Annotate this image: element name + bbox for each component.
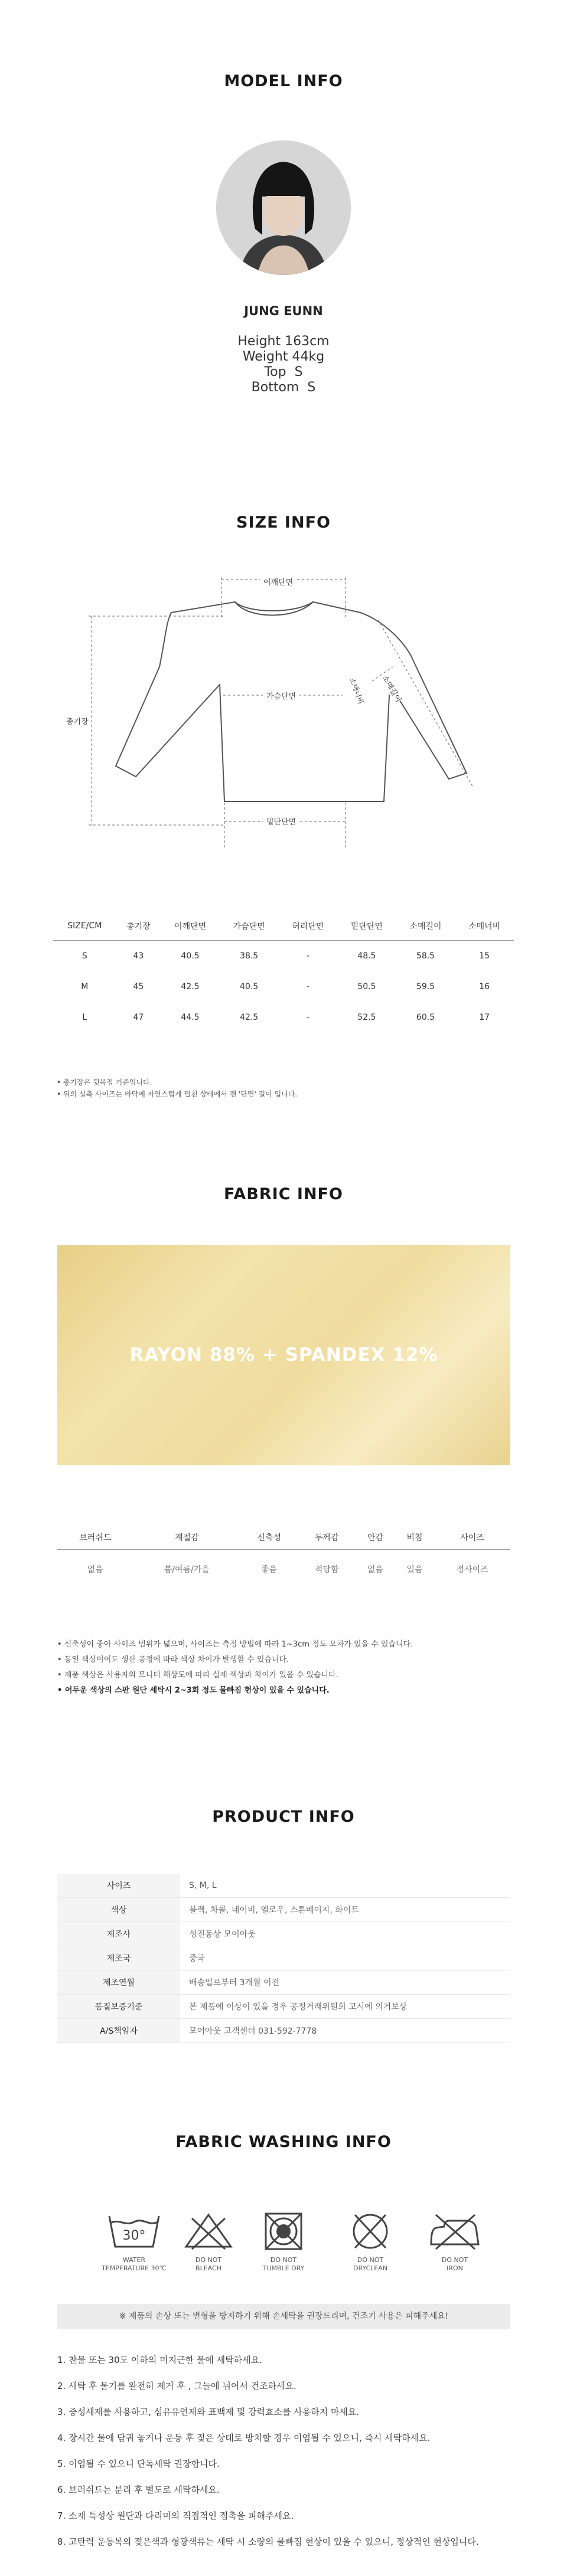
size-info-title: SIZE INFO xyxy=(236,513,331,532)
size-col-header: 허리단면 xyxy=(278,912,337,941)
wash-label-4a: DO NOT xyxy=(357,2256,384,2264)
model-top-size: Top S xyxy=(264,365,303,379)
do-not-dryclean-icon xyxy=(329,2210,412,2273)
size-col-header: 소매길이 xyxy=(396,912,455,941)
model-weight: Weight 44kg xyxy=(242,349,325,364)
wash-label-3b: TUMBLE DRY xyxy=(262,2264,305,2272)
wash-label-4b: DRYCLEAN xyxy=(353,2264,388,2272)
size-cell: - xyxy=(306,982,309,991)
fabric-cell: 없음 xyxy=(367,1565,383,1575)
size-cell: 45 xyxy=(133,982,144,991)
wash-label-1a: WATER xyxy=(122,2256,146,2264)
size-cell: 58.5 xyxy=(416,951,435,961)
size-cell: 60.5 xyxy=(416,1013,435,1022)
model-height: Height 163cm xyxy=(237,334,330,349)
size-note-2: • 위의 실측 사이즈는 바닥에 자연스럽게 펼친 상태에서 잰 '단면' 길이 입니다. xyxy=(57,1090,298,1098)
product-info-row xyxy=(57,1946,510,1971)
size-cell: - xyxy=(306,1013,309,1022)
label-sleeve-length: 소매길이 xyxy=(380,673,405,704)
size-cell: 42.5 xyxy=(181,982,200,991)
size-table-header xyxy=(53,912,514,941)
size-col-header: SIZE/CM xyxy=(53,912,116,941)
fabric-cell: 정사이즈 xyxy=(456,1565,488,1575)
size-cell: 40.5 xyxy=(240,982,259,991)
washing-instruction-item: 5. 이염될 수 있으니 단독세탁 권장합니다. xyxy=(57,2459,220,2469)
washing-instruction-item: 1. 찬물 또는 30도 이하의 미지근한 물에 세탁하세요. xyxy=(57,2355,262,2365)
size-cell: 16 xyxy=(479,982,490,991)
fabric-note-1: • 신축성이 좋아 사이즈 범위가 넓으며, 사이즈는 측정 방법에 따라 1~3cm 정도 오차가 있을 수 있습니다. xyxy=(57,1640,413,1649)
size-row xyxy=(53,1002,514,1033)
fabric-table xyxy=(57,1526,510,1589)
product-info-key: 제조연월 xyxy=(57,1971,180,1995)
size-cell: 52.5 xyxy=(357,1013,376,1022)
size-cell: - xyxy=(306,951,309,961)
fabric-note-3: • 제품 색상은 사용자의 모니터 해상도에 따라 실제 색상과 차이가 있을 수 있습니다. xyxy=(57,1671,338,1680)
size-cell: 43 xyxy=(133,951,144,961)
product-info-value: 본 제품에 이상이 있을 경우 공정거래위원회 고시에 의거보상 xyxy=(180,1995,510,2019)
fabric-cell: 있음 xyxy=(406,1565,423,1575)
fabric-col-header: 안감 xyxy=(356,1526,395,1550)
wash-label-1b: TEMPERATURE 30℃ xyxy=(102,2264,167,2272)
fabric-table-values xyxy=(57,1550,510,1589)
product-info-key: 품질보증기준 xyxy=(57,1995,180,2019)
do-not-iron-icon xyxy=(413,2210,496,2273)
product-info-key: 제조국 xyxy=(57,1946,180,1971)
washing-instruction-item: 3. 중성세제를 사용하고, 섬유유연제와 표백제 및 강력효소를 사용하지 마세요. xyxy=(57,2407,360,2417)
product-info-key: 제조사 xyxy=(57,1922,180,1946)
size-cell: 40.5 xyxy=(181,951,200,961)
size-diagram xyxy=(0,567,567,873)
product-info-row xyxy=(57,1898,510,1922)
model-name: JUNG EUNN xyxy=(244,304,323,318)
water-temp-30-icon xyxy=(93,2210,175,2273)
size-col-header: 총기장 xyxy=(116,912,161,941)
size-cell: 38.5 xyxy=(240,951,259,961)
fabric-col-header: 브러쉬드 xyxy=(57,1526,133,1550)
do-not-bleach-icon xyxy=(167,2210,250,2273)
fabric-col-header: 계절감 xyxy=(133,1526,240,1550)
size-cell: M xyxy=(81,982,89,991)
size-col-header: 가슴단면 xyxy=(220,912,279,941)
fabric-composition: RAYON 88% + SPANDEX 12% xyxy=(129,1344,438,1366)
fabric-note-4: • 어두운 색상의 스판 원단 세탁시 2~3회 정도 물빠짐 현상이 있을 수 있습니다. xyxy=(57,1686,330,1695)
washing-instruction-item: 2. 세탁 후 물기를 완전히 제거 후 , 그늘에 뉘어서 건조하세요. xyxy=(57,2381,296,2391)
washing-instruction-item: 7. 소재 특성상 원단과 다리미의 직접적인 접촉을 피해주세요. xyxy=(57,2510,294,2521)
washing-instruction-item: 4. 장시간 물에 담궈 놓거나 운동 후 젖은 상태로 방치할 경우 이염될 수 있으니, 즉시 세탁하세요. xyxy=(57,2433,431,2443)
fabric-cell: 없음 xyxy=(87,1565,103,1575)
product-info-key: A/S책임자 xyxy=(57,2019,180,2043)
product-info-value: 블랙, 차콜, 네이비, 옐로우, 스톤베이지, 화이트 xyxy=(180,1898,510,1922)
wash-label-5a: DO NOT xyxy=(441,2256,468,2264)
fabric-table-header xyxy=(57,1526,510,1550)
product-info-key: 색상 xyxy=(57,1898,180,1922)
model-avatar xyxy=(216,140,351,275)
fabric-col-header: 비침 xyxy=(395,1526,435,1550)
product-info-value: 성진동상 모어아웃 xyxy=(180,1922,510,1946)
product-info-title: PRODUCT INFO xyxy=(212,1808,355,1826)
fabric-swatch-image xyxy=(57,1245,510,1465)
wash-temp-text: 30° xyxy=(122,2228,146,2243)
label-hem: 밑단단면 xyxy=(263,816,299,827)
product-info-row xyxy=(57,1874,510,1898)
fabric-col-header: 사이즈 xyxy=(434,1526,510,1550)
size-cell: 44.5 xyxy=(181,1013,200,1022)
product-info-row xyxy=(57,1995,510,2019)
fabric-cell: 봄/여름/가을 xyxy=(164,1565,210,1575)
size-cell: 15 xyxy=(479,951,490,961)
wash-label-5b: IRON xyxy=(447,2264,463,2272)
size-table-body xyxy=(53,941,514,1033)
washing-info-title: FABRIC WASHING INFO xyxy=(175,2133,392,2151)
size-table xyxy=(53,912,514,1033)
label-length: 총기장 xyxy=(66,714,89,728)
product-info-row xyxy=(57,1922,510,1946)
fabric-note-2: • 동일 색상이어도 생산 공정에 따라 색상 차이가 발생할 수 있습니다. xyxy=(57,1655,289,1664)
fabric-info-title: FABRIC INFO xyxy=(224,1185,343,1203)
product-info-value: 모어아웃 고객센터 031-592-7778 xyxy=(180,2019,510,2043)
product-info-row xyxy=(57,2019,510,2043)
product-info-value: 중국 xyxy=(180,1946,510,1971)
product-info-value: 배송일로부터 3개월 이전 xyxy=(180,1971,510,1995)
product-info-table xyxy=(57,1874,510,2043)
size-row xyxy=(53,941,514,972)
fabric-col-header: 두께감 xyxy=(298,1526,356,1550)
size-cell: 47 xyxy=(133,1013,144,1022)
fabric-col-header: 신축성 xyxy=(240,1526,298,1550)
size-cell: 42.5 xyxy=(240,1013,259,1022)
do-not-tumble-dry-icon xyxy=(242,2210,325,2273)
wash-label-2b: BLEACH xyxy=(195,2264,221,2272)
size-cell: 17 xyxy=(479,1013,490,1022)
size-note-1: • 총기장은 뒷목점 기준입니다. xyxy=(57,1078,152,1086)
size-cell: L xyxy=(82,1013,87,1022)
label-chest: 가슴단면 xyxy=(263,690,299,701)
fabric-cell: 적당함 xyxy=(315,1565,339,1575)
size-cell: S xyxy=(82,951,87,961)
size-col-header: 소매너비 xyxy=(455,912,514,941)
washing-instruction-item: 8. 고탄력 운동복의 젖은색과 형광색류는 세탁 시 소량의 물빠짐 현상이 있을 수 있으니, 정상적인 현상입니다. xyxy=(57,2536,479,2547)
wash-label-2a: DO NOT xyxy=(195,2256,222,2264)
model-info-title: MODEL INFO xyxy=(224,72,343,90)
size-cell: 48.5 xyxy=(357,951,376,961)
fabric-cell: 좋음 xyxy=(261,1565,278,1575)
size-col-header: 밑단단면 xyxy=(337,912,396,941)
product-info-key: 사이즈 xyxy=(57,1874,180,1898)
washing-warning-banner: ※ 제품의 손상 또는 변형을 방지하기 위해 손세탁을 권장드리며, 건조기 사용은 피해주세요! xyxy=(57,2304,510,2329)
product-info-value: S, M, L xyxy=(180,1874,510,1898)
size-col-header: 어깨단면 xyxy=(161,912,220,941)
label-sleeve-width: 소매너비 xyxy=(347,676,365,706)
product-info-row xyxy=(57,1971,510,1995)
label-shoulder: 어깨단면 xyxy=(260,576,296,587)
washing-instruction-item: 6. 브러쉬드는 분리 후 별도로 세탁하세요. xyxy=(57,2485,220,2495)
size-cell: 59.5 xyxy=(416,982,435,991)
size-cell: 50.5 xyxy=(357,982,376,991)
wash-label-3a: DO NOT xyxy=(270,2256,297,2264)
size-row xyxy=(53,971,514,1002)
model-bottom-size: Bottom S xyxy=(251,380,316,395)
